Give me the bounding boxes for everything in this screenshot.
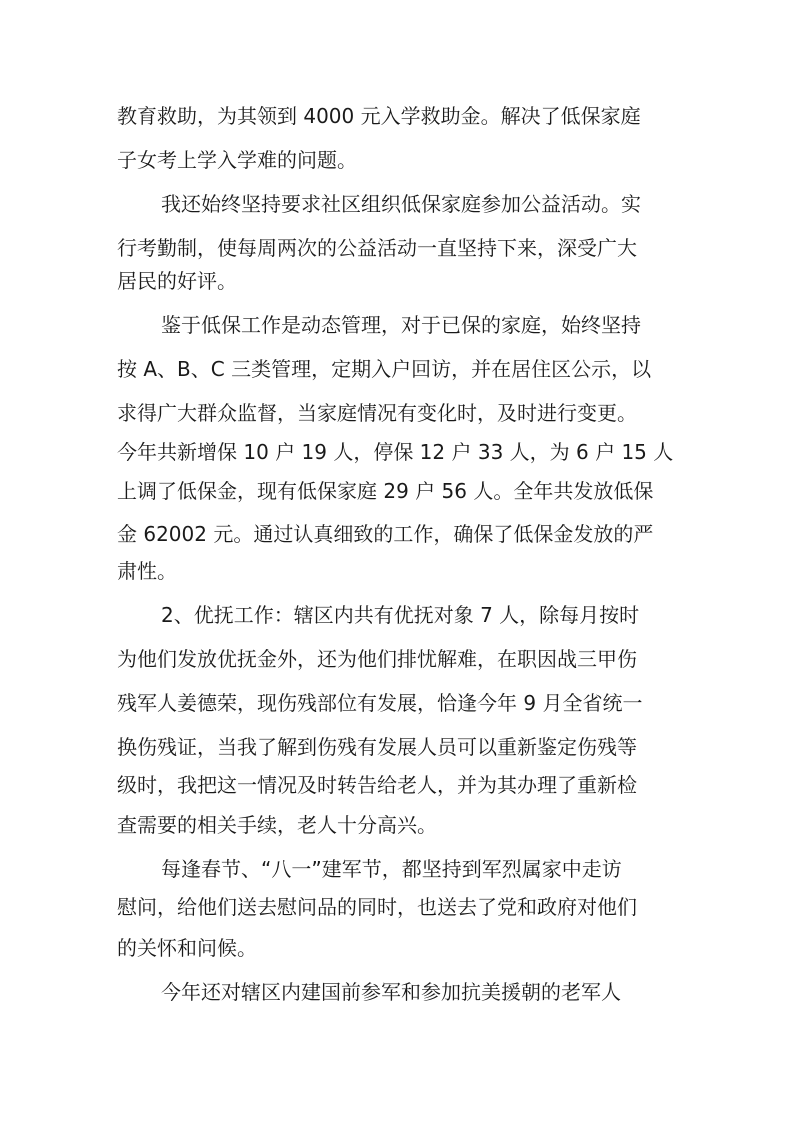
text-line: 查需要的相关手续，老人十分高兴。 xyxy=(117,813,437,837)
text-line: 金 62002 元。通过认真细致的工作，确保了低保金发放的严 xyxy=(117,522,654,546)
text-line: 肃性。 xyxy=(117,559,177,583)
paragraph-start-line: 今年还对辖区内建国前参军和参加抗美援朝的老军人 xyxy=(161,980,621,1004)
text-line: 今年共新增保 10 户 19 人，停保 12 户 33 人，为 6 户 15 人 xyxy=(117,440,674,464)
text-line: 的关怀和问候。 xyxy=(117,936,257,960)
text-line: 级时，我把这一情况及时转告给老人，并为其办理了重新检 xyxy=(117,773,637,797)
text-line: 上调了低保金，现有低保家庭 29 户 56 人。全年共发放低保 xyxy=(117,479,654,503)
text-line: 行考勤制，使每周两次的公益活动一直坚持下来，深受广大 xyxy=(117,236,637,260)
paragraph-start-line: 我还始终坚持要求社区组织低保家庭参加公益活动。实 xyxy=(161,192,641,216)
text-line: 为他们发放优抚金外，还为他们排忧解难，在职因战三甲伤 xyxy=(117,647,637,671)
text-line: 慰问，给他们送去慰问品的同时，也送去了党和政府对他们 xyxy=(117,895,637,919)
text-line: 居民的好评。 xyxy=(117,269,237,293)
text-line: 子女考上学入学难的问题。 xyxy=(117,148,357,172)
text-line: 按 A、B、C 三类管理，定期入户回访，并在居住区公示，以 xyxy=(117,357,652,381)
text-line: 求得广大群众监督，当家庭情况有变化时，及时进行变更。 xyxy=(117,401,637,425)
paragraph-start-line: 2、优抚工作：辖区内共有优抚对象 7 人，除每月按时 xyxy=(161,603,640,627)
text-line: 残军人姜德荣，现伤残部位有发展，恰逢今年 9 月全省统一 xyxy=(117,691,643,715)
text-line: 教育救助，为其领到 4000 元入学救助金。解决了低保家庭 xyxy=(117,104,641,128)
paragraph-start-line: 鉴于低保工作是动态管理，对于已保的家庭，始终坚持 xyxy=(161,313,641,337)
text-line: 换伤残证，当我了解到伤残有发展人员可以重新鉴定伤残等 xyxy=(117,735,637,759)
paragraph-start-line: 每逢春节、“八一”建军节，都坚持到军烈属家中走访 xyxy=(161,857,622,881)
